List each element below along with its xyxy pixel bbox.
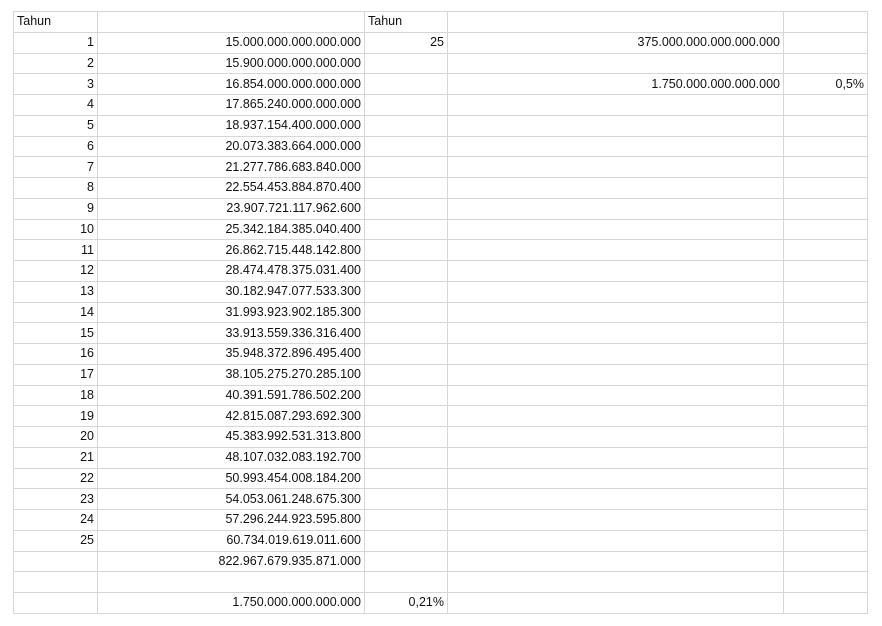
cell-empty[interactable] [784, 12, 868, 33]
cell-year[interactable]: 22 [14, 468, 98, 489]
table-row [14, 219, 868, 240]
spreadsheet-grid [13, 11, 868, 614]
cell-empty[interactable] [784, 406, 868, 427]
cell-empty[interactable] [448, 240, 784, 261]
cell-year[interactable]: 19 [14, 406, 98, 427]
cell-value[interactable]: 26.862.715.448.142.800 [98, 240, 365, 261]
table-row [14, 53, 868, 74]
cell-side-amount[interactable]: 1.750.000.000.000.000 [448, 74, 784, 95]
cell-empty[interactable] [365, 157, 448, 178]
cell-empty[interactable] [784, 281, 868, 302]
cell-empty[interactable] [365, 385, 448, 406]
cell-year[interactable]: 15 [14, 323, 98, 344]
cell-empty[interactable] [784, 178, 868, 199]
cell-empty[interactable] [14, 551, 98, 572]
cell-empty[interactable] [448, 157, 784, 178]
cell-value[interactable]: 17.865.240.000.000.000 [98, 95, 365, 116]
cell-side-years[interactable]: 25 [365, 32, 448, 53]
cell-empty[interactable] [448, 198, 784, 219]
cell-empty[interactable] [365, 344, 448, 365]
cell-empty[interactable] [784, 593, 868, 614]
cell-year[interactable]: 7 [14, 157, 98, 178]
cell-empty[interactable] [365, 406, 448, 427]
table-row [14, 385, 868, 406]
cell-year[interactable]: 12 [14, 261, 98, 282]
cell-empty[interactable] [365, 572, 448, 593]
table-row [14, 447, 868, 468]
cell-empty[interactable] [448, 115, 784, 136]
cell-empty[interactable] [784, 95, 868, 116]
cell-empty[interactable] [784, 427, 868, 448]
cell-value[interactable]: 60.734.019.619.011.600 [98, 530, 365, 551]
cell-empty[interactable] [448, 572, 784, 593]
cell-year[interactable]: 9 [14, 198, 98, 219]
cell-empty[interactable] [448, 489, 784, 510]
cell-empty[interactable] [784, 157, 868, 178]
table-row [14, 344, 868, 365]
cell-empty[interactable] [365, 447, 448, 468]
cell-empty[interactable] [98, 12, 365, 33]
cell-empty[interactable] [365, 510, 448, 531]
table-row [14, 74, 868, 95]
cell-percent[interactable]: 0,21% [365, 593, 448, 614]
cell-year[interactable]: 10 [14, 219, 98, 240]
cell-empty[interactable] [784, 219, 868, 240]
cell-empty[interactable] [365, 219, 448, 240]
table-row [14, 406, 868, 427]
table-row [14, 323, 868, 344]
cell-empty[interactable] [448, 427, 784, 448]
cell-empty[interactable] [448, 53, 784, 74]
cell-value[interactable]: 54.053.061.248.675.300 [98, 489, 365, 510]
cell-year[interactable]: 4 [14, 95, 98, 116]
cell-empty[interactable] [365, 240, 448, 261]
cell-empty[interactable] [784, 261, 868, 282]
cell-value[interactable]: 48.107.032.083.192.700 [98, 447, 365, 468]
table-row [14, 427, 868, 448]
cell-empty[interactable] [365, 468, 448, 489]
cell-empty[interactable] [784, 344, 868, 365]
cell-empty[interactable] [448, 385, 784, 406]
cell-empty[interactable] [365, 302, 448, 323]
table-row [14, 157, 868, 178]
cell-empty[interactable] [365, 115, 448, 136]
table-row [14, 489, 868, 510]
cell-empty[interactable] [365, 551, 448, 572]
cell-empty[interactable] [784, 385, 868, 406]
cell-year[interactable]: 24 [14, 510, 98, 531]
cell-value[interactable]: 15.900.000.000.000.000 [98, 53, 365, 74]
cell-year[interactable]: 16 [14, 344, 98, 365]
cell-empty[interactable] [365, 489, 448, 510]
table-row [14, 95, 868, 116]
cell-value[interactable]: 25.342.184.385.040.400 [98, 219, 365, 240]
cell-value[interactable]: 28.474.478.375.031.400 [98, 261, 365, 282]
cell-value[interactable]: 15.000.000.000.000.000 [98, 32, 365, 53]
cell-empty[interactable] [784, 136, 868, 157]
sum-row [14, 551, 868, 572]
cell-empty[interactable] [448, 261, 784, 282]
cell-empty[interactable] [448, 406, 784, 427]
cell-empty[interactable] [448, 510, 784, 531]
cell-empty[interactable] [448, 219, 784, 240]
cell-year[interactable]: 25 [14, 530, 98, 551]
cell-empty[interactable] [448, 344, 784, 365]
cell-empty[interactable] [365, 136, 448, 157]
cell-value[interactable]: 42.815.087.293.692.300 [98, 406, 365, 427]
cell-value[interactable]: 45.383.992.531.313.800 [98, 427, 365, 448]
cell-year[interactable]: 3 [14, 74, 98, 95]
cell-empty[interactable] [784, 302, 868, 323]
cell-empty[interactable] [448, 447, 784, 468]
cell-value[interactable]: 33.913.559.336.316.400 [98, 323, 365, 344]
cell-value[interactable]: 21.277.786.683.840.000 [98, 157, 365, 178]
table-row [14, 530, 868, 551]
cell-year[interactable]: 5 [14, 115, 98, 136]
cell-value[interactable]: 18.937.154.400.000.000 [98, 115, 365, 136]
cell-year[interactable]: 14 [14, 302, 98, 323]
cell-empty[interactable] [784, 32, 868, 53]
table-row [14, 261, 868, 282]
cell-value[interactable]: 57.296.244.923.595.800 [98, 510, 365, 531]
cell-empty[interactable] [365, 364, 448, 385]
header-row [14, 12, 868, 33]
cell-empty[interactable] [448, 281, 784, 302]
cell-year[interactable]: 13 [14, 281, 98, 302]
cell-year[interactable]: 2 [14, 53, 98, 74]
cell-year[interactable]: 17 [14, 364, 98, 385]
cell-value[interactable]: 16.854.000.000.000.000 [98, 74, 365, 95]
cell-empty[interactable] [365, 198, 448, 219]
cell-value[interactable]: 50.993.454.008.184.200 [98, 468, 365, 489]
cell-empty[interactable] [784, 489, 868, 510]
cell-empty[interactable] [784, 530, 868, 551]
table-row [14, 136, 868, 157]
cell-empty[interactable] [448, 178, 784, 199]
cell-value[interactable]: 40.391.591.786.502.200 [98, 385, 365, 406]
cell-year[interactable]: 6 [14, 136, 98, 157]
cell-empty[interactable] [784, 510, 868, 531]
table-row [14, 468, 868, 489]
cell-value[interactable]: 35.948.372.896.495.400 [98, 344, 365, 365]
table-row [14, 364, 868, 385]
table-row [14, 32, 868, 53]
cell-empty[interactable] [365, 178, 448, 199]
cell-empty[interactable] [365, 95, 448, 116]
cell-empty[interactable] [14, 572, 98, 593]
cell-year[interactable]: 23 [14, 489, 98, 510]
cell-value[interactable]: 23.907.721.117.962.600 [98, 198, 365, 219]
cell-value[interactable]: 38.105.275.270.285.100 [98, 364, 365, 385]
cell-empty[interactable] [784, 572, 868, 593]
cell-empty[interactable] [14, 593, 98, 614]
cell-header-tahun[interactable]: Tahun [14, 12, 98, 33]
cell-empty[interactable] [448, 136, 784, 157]
cell-empty[interactable] [784, 551, 868, 572]
table-row [14, 510, 868, 531]
cell-empty[interactable] [784, 115, 868, 136]
cell-sum[interactable]: 822.967.679.935.871.000 [98, 551, 365, 572]
table-row [14, 281, 868, 302]
cell-empty[interactable] [784, 53, 868, 74]
cell-empty[interactable] [98, 572, 365, 593]
empty-row [14, 572, 868, 593]
cell-empty[interactable] [448, 468, 784, 489]
cell-empty[interactable] [784, 468, 868, 489]
cell-value[interactable]: 30.182.947.077.533.300 [98, 281, 365, 302]
table-row [14, 302, 868, 323]
cell-empty[interactable] [448, 95, 784, 116]
cell-empty[interactable] [365, 530, 448, 551]
cell-empty[interactable] [448, 364, 784, 385]
cell-empty[interactable] [448, 323, 784, 344]
cell-year[interactable]: 1 [14, 32, 98, 53]
cell-side-total[interactable]: 375.000.000.000.000.000 [448, 32, 784, 53]
cell-empty[interactable] [784, 198, 868, 219]
amount-row [14, 593, 868, 614]
cell-empty[interactable] [365, 261, 448, 282]
table-row [14, 115, 868, 136]
cell-empty[interactable] [448, 302, 784, 323]
table-row [14, 198, 868, 219]
cell-empty[interactable] [448, 12, 784, 33]
cell-year[interactable]: 18 [14, 385, 98, 406]
cell-side-percent[interactable]: 0,5% [784, 74, 868, 95]
cell-amount[interactable]: 1.750.000.000.000.000 [98, 593, 365, 614]
cell-empty[interactable] [365, 427, 448, 448]
cell-empty[interactable] [448, 593, 784, 614]
cell-year[interactable]: 11 [14, 240, 98, 261]
cell-empty[interactable] [365, 53, 448, 74]
cell-empty[interactable] [784, 447, 868, 468]
spreadsheet-body [14, 12, 868, 614]
cell-value[interactable]: 31.993.923.902.185.300 [98, 302, 365, 323]
cell-header-tahun-2[interactable]: Tahun [365, 12, 448, 33]
cell-year[interactable]: 21 [14, 447, 98, 468]
cell-empty[interactable] [784, 323, 868, 344]
cell-empty[interactable] [365, 323, 448, 344]
cell-value[interactable]: 20.073.383.664.000.000 [98, 136, 365, 157]
cell-empty[interactable] [365, 74, 448, 95]
cell-year[interactable]: 8 [14, 178, 98, 199]
cell-value[interactable]: 22.554.453.884.870.400 [98, 178, 365, 199]
table-row [14, 178, 868, 199]
cell-empty[interactable] [448, 551, 784, 572]
cell-year[interactable]: 20 [14, 427, 98, 448]
table-row [14, 240, 868, 261]
cell-empty[interactable] [365, 281, 448, 302]
cell-empty[interactable] [784, 240, 868, 261]
cell-empty[interactable] [784, 364, 868, 385]
cell-empty[interactable] [448, 530, 784, 551]
